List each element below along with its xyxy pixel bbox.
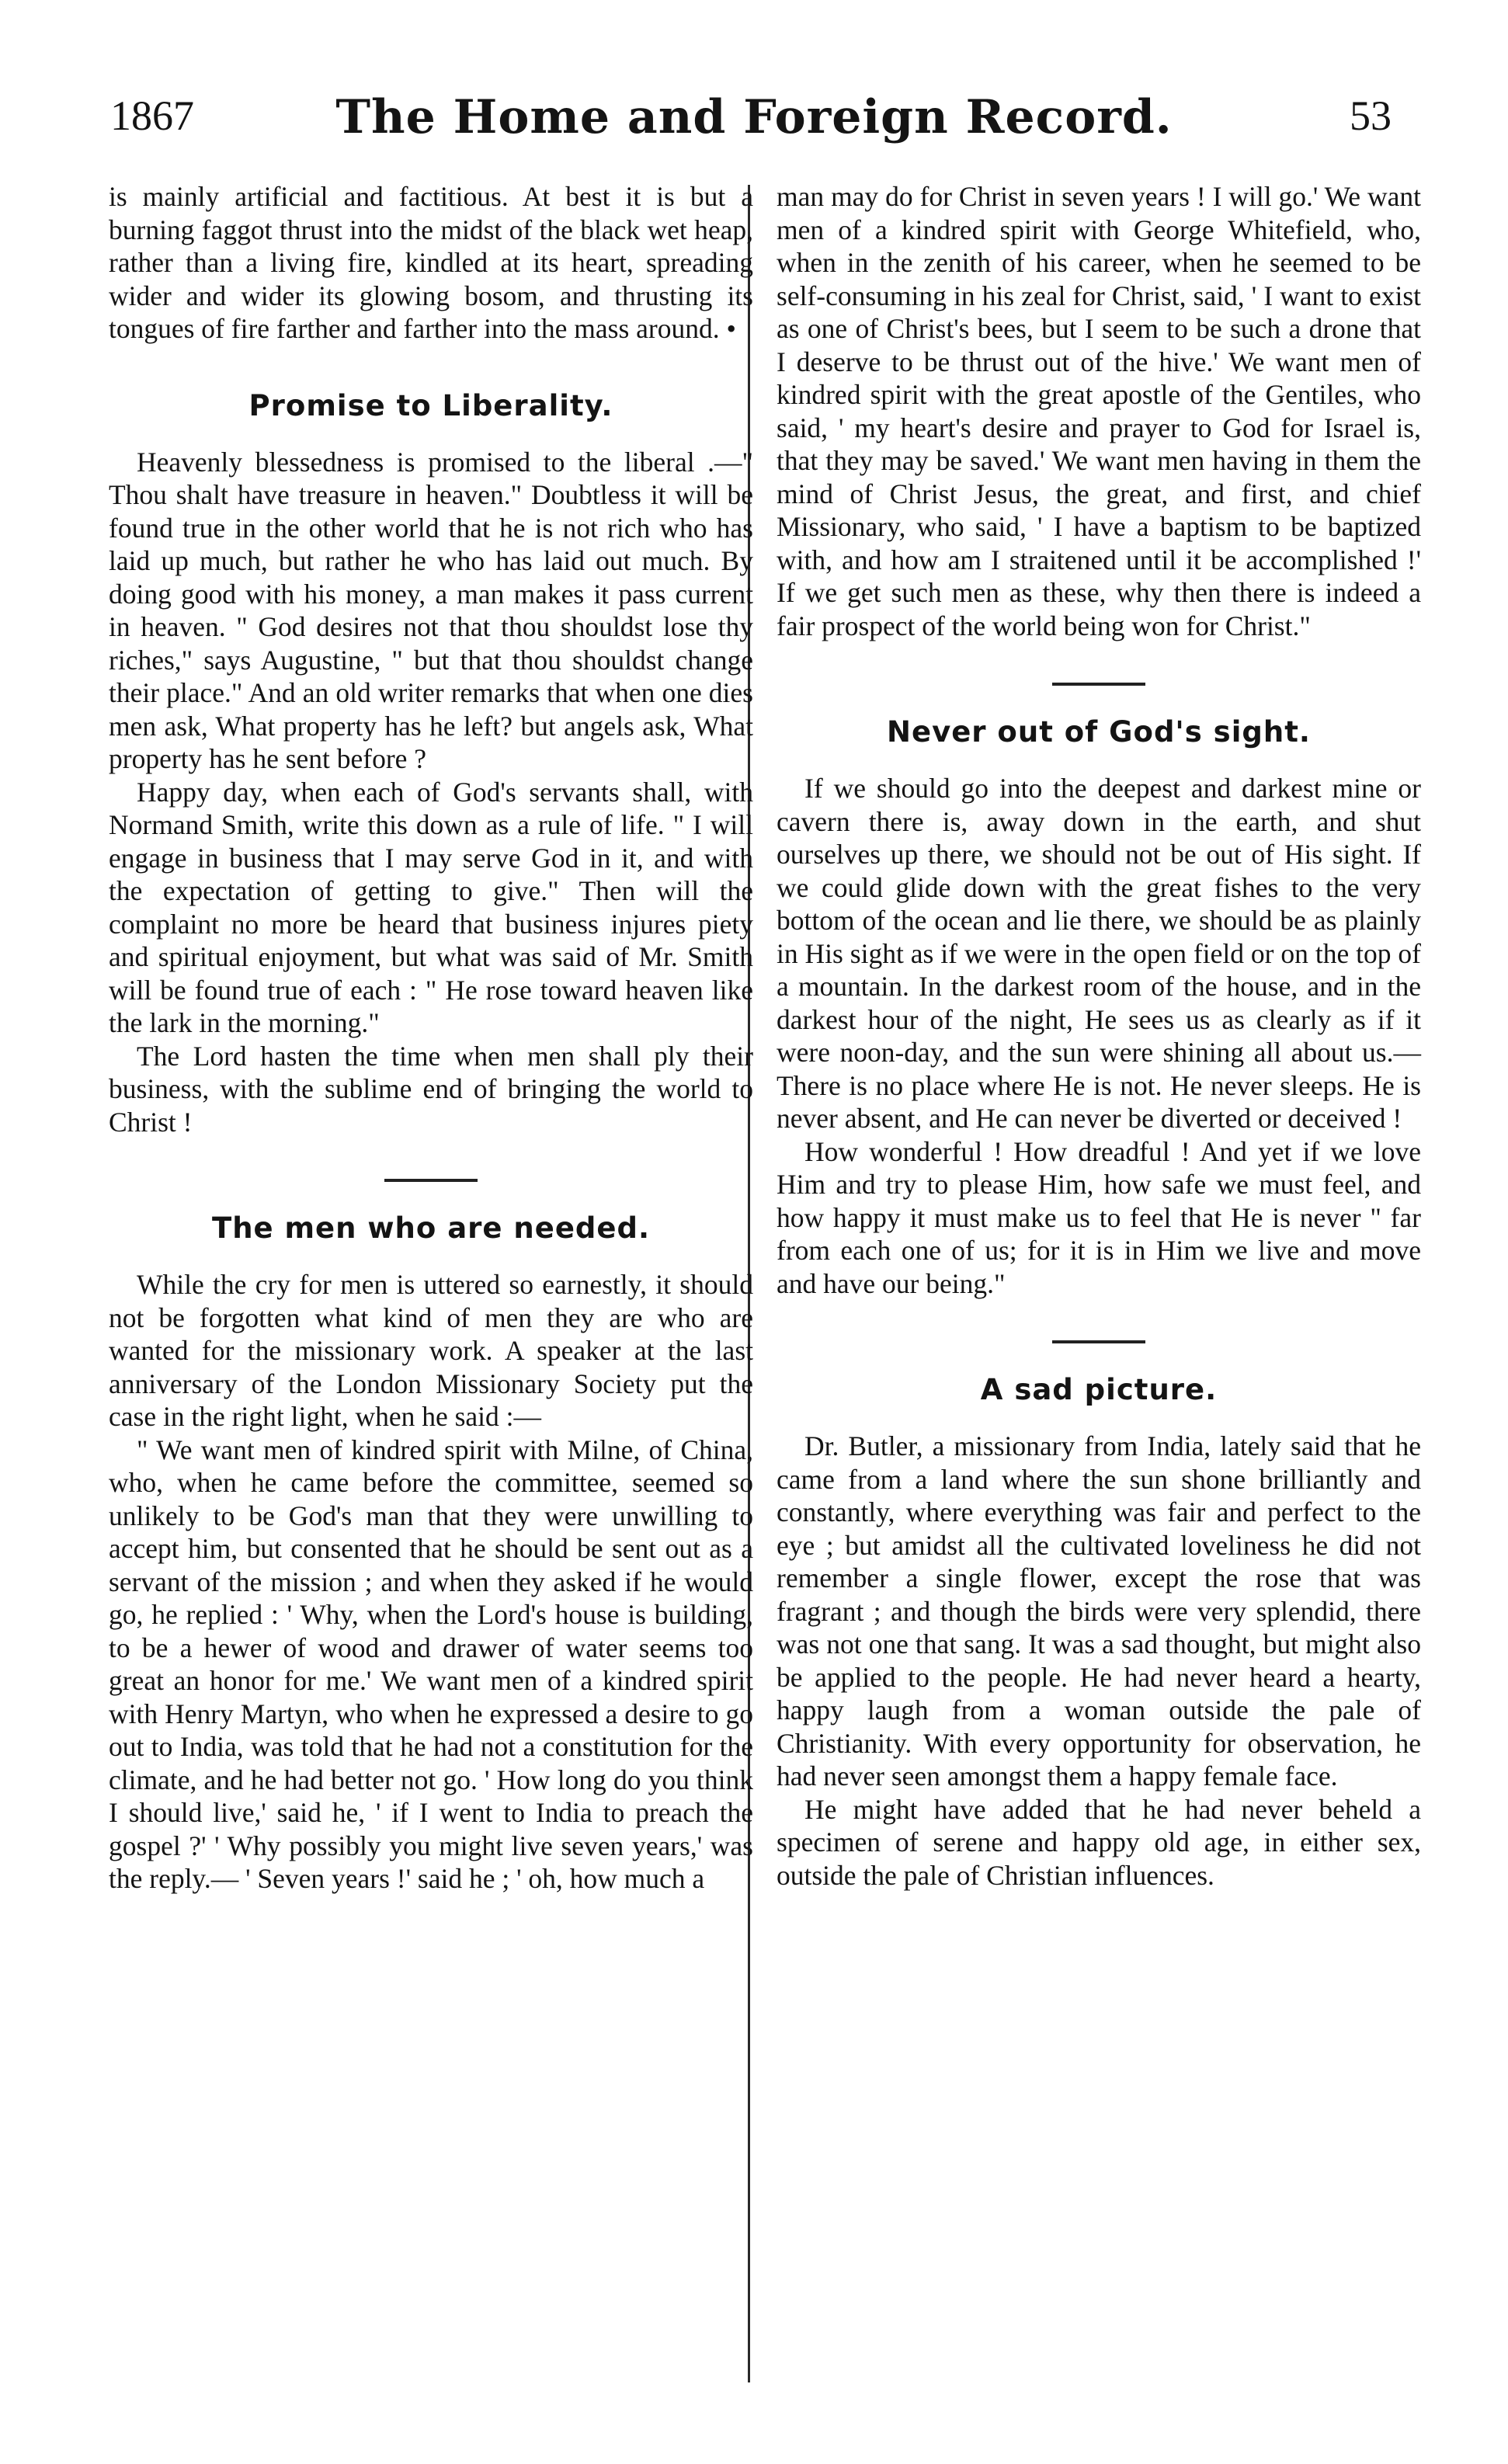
continuation-paragraph: man may do for Christ in seven years ! I will go.' We want men of a kindred spirit with George Whitefield, who, when in the zenith of his career, when he seemed to be self-consuming in his zeal for Christ, said, ' I want to exist as one of Christ's bees, but I seem to be such a drone that I deserve to be thrust out of the hive.' We want men of kindred spirit with the great apostle of the Gentiles, who said, ' my heart's desire and prayer to God for Israel is, that they may be saved.' We want men having in them the mind of Christ Jesus, the great, and first, and chief Missionary, who said, ' I have a baptism to be baptized with, and how am I straitened until it be accomplished !' If we get such men as these, why then there is indeed a fair prospect of the world being won for Christ." xyxy=(777,181,1421,641)
header-title: The Home and Foreign Record. xyxy=(335,90,1173,144)
heading-men-needed: The men who are needed. xyxy=(211,1211,651,1245)
section-separator xyxy=(384,1179,478,1182)
heading-gods-sight: Never out of God's sight. xyxy=(887,715,1311,749)
header-year: 1867 xyxy=(110,92,194,139)
promise-paragraph-2: Happy day, when each of God's servants shall, with Normand Smith, write this down as a rule of life. " I will engage in business that I may serve God in it, and with the expectation of getting to give." Then will the complaint no more be heard that business injures piety and spiritual enjoyment, but what was said of Mr. Smith will be found true of each : " He rose toward heaven like the lark in the morning." xyxy=(109,776,753,1038)
sad-paragraph-2: He might have added that he had never beheld a specimen of serene and happy old age, in either sex, outside the pale of Christian influences. xyxy=(777,1793,1421,1891)
promise-paragraph-3: The Lord hasten the time when men shall ply their business, with the sublime end of bringing the world to Christ ! xyxy=(109,1040,753,1138)
sight-paragraph-2: How wonderful ! How dreadful ! And yet if we love Him and try to please Him, how safe we must feel, and how happy it must make us to feel that He is never " far from each one of us; for it is in Him we live and move and have our being." xyxy=(777,1135,1421,1299)
intro-paragraph: is mainly artificial and factitious. At best it is but a burning faggot thrust into the midst of the black wet heap, rather than a living fire, kindled at its heart, spreading wider and wider its glowing bosom, and thrusting its tongues of fire farther and farther into the mass around. • xyxy=(109,181,753,344)
section-separator xyxy=(1052,1340,1145,1343)
left-column xyxy=(109,180,753,1896)
page-number: 53 xyxy=(1350,92,1392,139)
section-separator xyxy=(1052,683,1145,686)
heading-promise: Promise to Liberality. xyxy=(248,388,613,422)
men-paragraph-2: " We want men of kindred spirit with Milne, of China, who, when he came before the committee, seemed so unlikely to be God's man that they were unwilling to accept him, but consented that he should be sent out as a servant of the mission ; and when they asked if he would go, he replied : ' Why, when the Lord's house is building, to be a hewer of wood and drawer of water seems too great an honor for me.' We want men of a kindred spirit with Henry Martyn, who when he expressed a desire to go out to India, was told that he had not a constitution for the climate, and he had better not go. ' How long do you think I should live,' said he, ' if I went to India to preach the gospel ?' ' Why possibly you might live seven years,' was the reply.— ' Seven years !' said he ; ' oh, how much a xyxy=(109,1434,753,1894)
promise-paragraph-1: Heavenly blessedness is promised to the liberal .—" Thou shalt have treasure in heaven." Doubtless it will be found true in the other world that he is not rich who has laid up much, but rather he who has laid out much. By doing good with his money, a man makes it pass current in heaven. " God desires not that thou shouldst lose thy riches," says Augustine, " but that thou shouldst change their place." And an old writer remarks that when one dies men ask, What property has he left? but angels ask, What property has he sent before ? xyxy=(109,446,753,774)
right-column xyxy=(777,180,1421,1892)
sad-paragraph-1: Dr. Butler, a missionary from India, lately said that he came from a land where the sun shone brilliantly and constantly, where everything was fair and perfect to the eye ; but amidst all the cultivated loveliness he did not remember a single flower, except the rose that was fragrant ; and though the birds were very splendid, there was not one that sang. It was a sad thought, but might also be applied to the people. He had never heard a hearty, happy laugh from a woman outside the pale of Christianity. With every opportunity for observation, he had never seen amongst them a happy female face. xyxy=(777,1430,1421,1792)
page-header xyxy=(101,92,1407,154)
sight-paragraph-1: If we should go into the deepest and darkest mine or cavern there is, away down in the earth, and shut ourselves up there, we should not be out of His sight. If we could glide down with the great fishes to the very bottom of the ocean and lie there, we should be as plainly in His sight as if we were in the open field or on the top of a mountain. In the darkest room of the house, and in the darkest hour of the night, He sees us as clearly as if it were noon-day, and the sun were shining all about us.— There is no place where He is not. He never sleeps. He is never absent, and He can never be diverted or deceived ! xyxy=(777,773,1421,1134)
heading-sad-picture: A sad picture. xyxy=(980,1373,1218,1406)
men-paragraph-1: While the cry for men is uttered so earnestly, it should not be forgotten what kind of men they are who are wanted for the missionary work. A speaker at the last anniversary of the London Missionary Society put the case in the right light, when he said :— xyxy=(109,1269,753,1432)
